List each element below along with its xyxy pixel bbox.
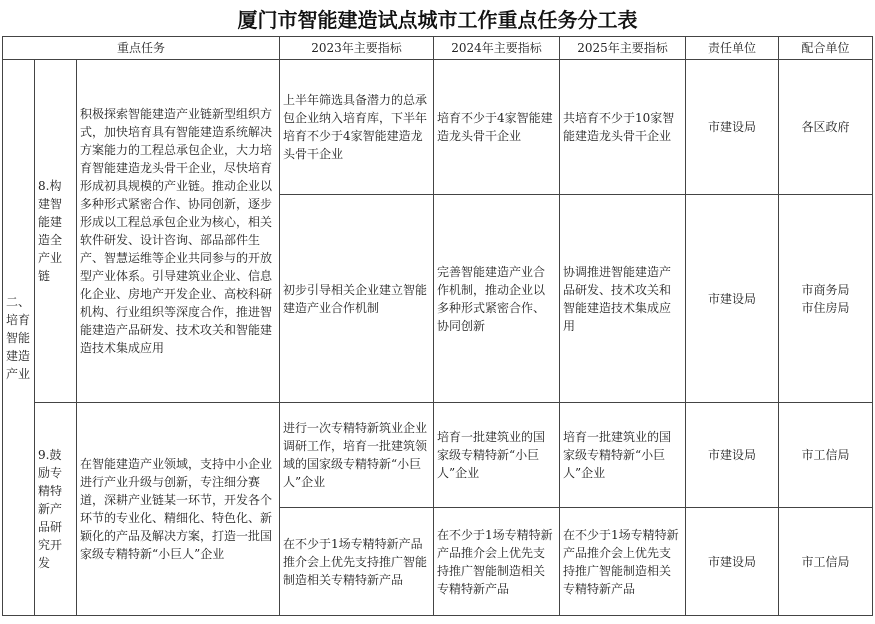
header-task: 重点任务: [3, 37, 280, 60]
header-cooperating: 配合单位: [779, 37, 873, 60]
indicator-2023: 进行一次专精特新筑业企业调研工作，培育一批建筑领域的国家级专精特新“小巨人”企业: [280, 403, 434, 508]
responsible-unit: 市建设局: [686, 195, 779, 403]
task-label: 9.鼓励专精特新产品研究开发: [35, 403, 77, 616]
indicator-2025: 共培育不少于10家智能建造龙头骨干企业: [560, 60, 686, 195]
table-row: [3, 60, 873, 195]
responsible-unit: 市建设局: [686, 60, 779, 195]
responsible-unit: 市建设局: [686, 403, 779, 508]
page-title: 厦门市智能建造试点城市工作重点任务分工表: [237, 8, 638, 32]
indicator-2025: 在不少于1场专精特新产品推介会上优先支持推广智能制造相关专精特新产品: [560, 508, 686, 616]
table-row: [3, 403, 873, 508]
indicator-2024: 在不少于1场专精特新产品推介会上优先支持推广智能制造相关专精特新产品: [434, 508, 560, 616]
responsible-unit: 市建设局: [686, 508, 779, 616]
task-table: [2, 36, 873, 616]
header-2024: 2024年主要指标: [434, 37, 560, 60]
indicator-2024: 完善智能建造产业合作机制，推动企业以多种形式紧密合作、协同创新: [434, 195, 560, 403]
indicator-2023: 初步引导相关企业建立智能建造产业合作机制: [280, 195, 434, 403]
indicator-2023: 在不少于1场专精特新产品推介会上优先支持推广智能制造相关专精特新产品: [280, 508, 434, 616]
cooperating-unit: 各区政府: [779, 60, 873, 195]
cooperating-unit: 市商务局 市住房局: [779, 195, 873, 403]
header-2023: 2023年主要指标: [280, 37, 434, 60]
indicator-2024: 培育不少于4家智能建造龙头骨干企业: [434, 60, 560, 195]
cooperating-unit: 市工信局: [779, 508, 873, 616]
indicator-2025: 培育一批建筑业的国家级专精特新“小巨人”企业: [560, 403, 686, 508]
header-row: [3, 37, 873, 60]
task-label: 8.构建智能建造全产业链: [35, 60, 77, 403]
header-2025: 2025年主要指标: [560, 37, 686, 60]
indicator-2024: 培育一批建筑业的国家级专精特新“小巨人”企业: [434, 403, 560, 508]
section-label: 二、培育智能建造产业: [3, 60, 35, 616]
task-description: 在智能建造产业领域，支持中小企业进行产业升级与创新，专注细分赛道，深耕产业链某一环节，开发各个环节的专业化、精细化、特色化、新颖化的产品及解决方案，打造一批国家级专精特新“小巨人”企业: [77, 403, 280, 616]
indicator-2023: 上半年筛选具备潜力的总承包企业纳入培育库，下半年培育不少于4家智能建造龙头骨干企业: [280, 60, 434, 195]
task-description: 积极探索智能建造产业链新型组织方式，加快培育具有智能建造系统解决方案能力的工程总承包企业，大力培育智能建造龙头骨干企业，尽快培育形成初具规模的产业链。推动企业以多种形式紧密合作、协同创新，逐步形成以工程总承包企业为核心，相关软件研发、设计咨询、部品部件生产、智慧运维等企业共同参与的开放型产业体系。引导建筑业企业、信息化企业、房地产开发企业、高校科研机构、行业组织等深度合作，推进智能建造产品研发、技术攻关和智能建造技术集成应用: [77, 60, 280, 403]
cooperating-unit: 市工信局: [779, 403, 873, 508]
indicator-2025: 协调推进智能建造产品研发、技术攻关和智能建造技术集成应用: [560, 195, 686, 403]
header-responsible: 责任单位: [686, 37, 779, 60]
